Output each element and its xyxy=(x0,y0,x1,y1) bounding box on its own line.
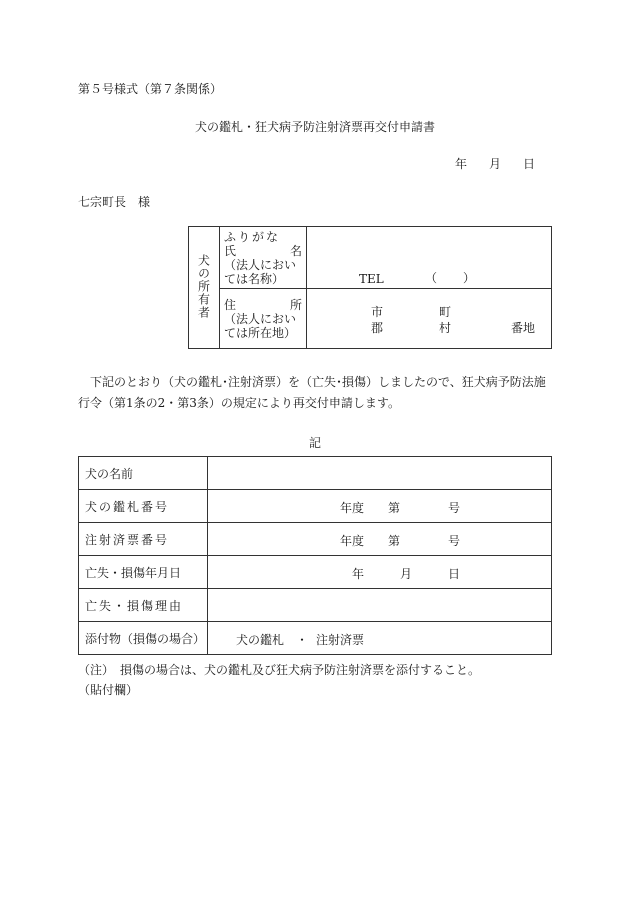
addr-shi: 市 xyxy=(371,305,384,319)
tag-go: 号 xyxy=(448,534,461,548)
license-number-field[interactable] xyxy=(208,490,552,523)
tag-number-field[interactable] xyxy=(208,523,552,556)
dog-name-label: 犬の名前 xyxy=(79,457,208,490)
dog-name-field[interactable] xyxy=(208,457,552,490)
date-month-label: 月 xyxy=(489,157,502,171)
detail-table xyxy=(78,456,552,655)
date-day-label: 日 xyxy=(523,157,536,171)
tel-label: TEL xyxy=(359,272,384,286)
owner-address-field[interactable] xyxy=(307,289,552,349)
attachment-field[interactable] xyxy=(208,622,552,655)
table-row xyxy=(79,523,552,556)
addr-mura: 村 xyxy=(439,321,452,335)
owner-table xyxy=(188,226,552,349)
license-go: 号 xyxy=(448,501,461,515)
date-year-label: 年 xyxy=(455,157,468,171)
ki-heading: 記 xyxy=(308,436,321,450)
loss-month: 月 xyxy=(400,567,413,581)
loss-day: 日 xyxy=(448,567,461,581)
owner-group-label: 犬の所有者 xyxy=(189,227,220,349)
attachment-label: 添付物（損傷の場合） xyxy=(79,622,208,655)
license-number-label: 犬の鑑札番号 xyxy=(79,490,208,523)
attachment-tag: 注射済票 xyxy=(316,633,365,647)
table-row xyxy=(79,556,552,589)
table-row xyxy=(79,589,552,622)
note: （注） 損傷の場合は、犬の鑑札及び狂犬病予防注射済票を添付すること。 xyxy=(78,663,481,677)
application-statement: 下記のとおり（犬の鑑札･注射済票）を（亡失･損傷）しましたので、狂犬病予防法施行令（第1条の2・第3条）の規定により再交付申請します。 xyxy=(78,375,546,410)
license-nendo: 年度 xyxy=(340,501,365,515)
addr-machi: 町 xyxy=(439,305,452,319)
owner-name-field[interactable] xyxy=(307,227,552,289)
loss-reason-label: 亡失・損傷理由 xyxy=(79,589,208,622)
loss-year: 年 xyxy=(352,567,365,581)
addressee: 七宗町長 様 xyxy=(78,195,151,209)
table-row xyxy=(79,457,552,490)
table-row xyxy=(79,622,552,655)
document-title: 犬の鑑札・狂犬病予防注射済票再交付申請書 xyxy=(194,120,435,134)
tel-paren-close: ） xyxy=(463,271,476,285)
addr-banchi: 番地 xyxy=(511,321,536,335)
attachment-license: 犬の鑑札 xyxy=(236,633,285,647)
tel-paren-open: （ xyxy=(425,271,438,285)
form-number: 第５号様式（第７条関係） xyxy=(78,82,223,96)
loss-date-label: 亡失・損傷年月日 xyxy=(79,556,208,589)
tag-dai: 第 xyxy=(388,534,401,548)
attachment-separator: ・ xyxy=(296,633,309,647)
owner-name-label: ふりがな 氏 名 （法人におい ては名称） xyxy=(220,227,307,289)
loss-reason-field[interactable] xyxy=(208,589,552,622)
owner-address-label: 住 所 （法人におい ては所在地） xyxy=(220,289,307,349)
license-dai: 第 xyxy=(388,501,401,515)
tag-nendo: 年度 xyxy=(340,534,365,548)
tag-number-label: 注射済票番号 xyxy=(79,523,208,556)
loss-date-field[interactable] xyxy=(208,556,552,589)
table-row xyxy=(79,490,552,523)
addr-gun: 郡 xyxy=(371,321,384,335)
paste-area-label: （貼付欄） xyxy=(78,683,139,697)
